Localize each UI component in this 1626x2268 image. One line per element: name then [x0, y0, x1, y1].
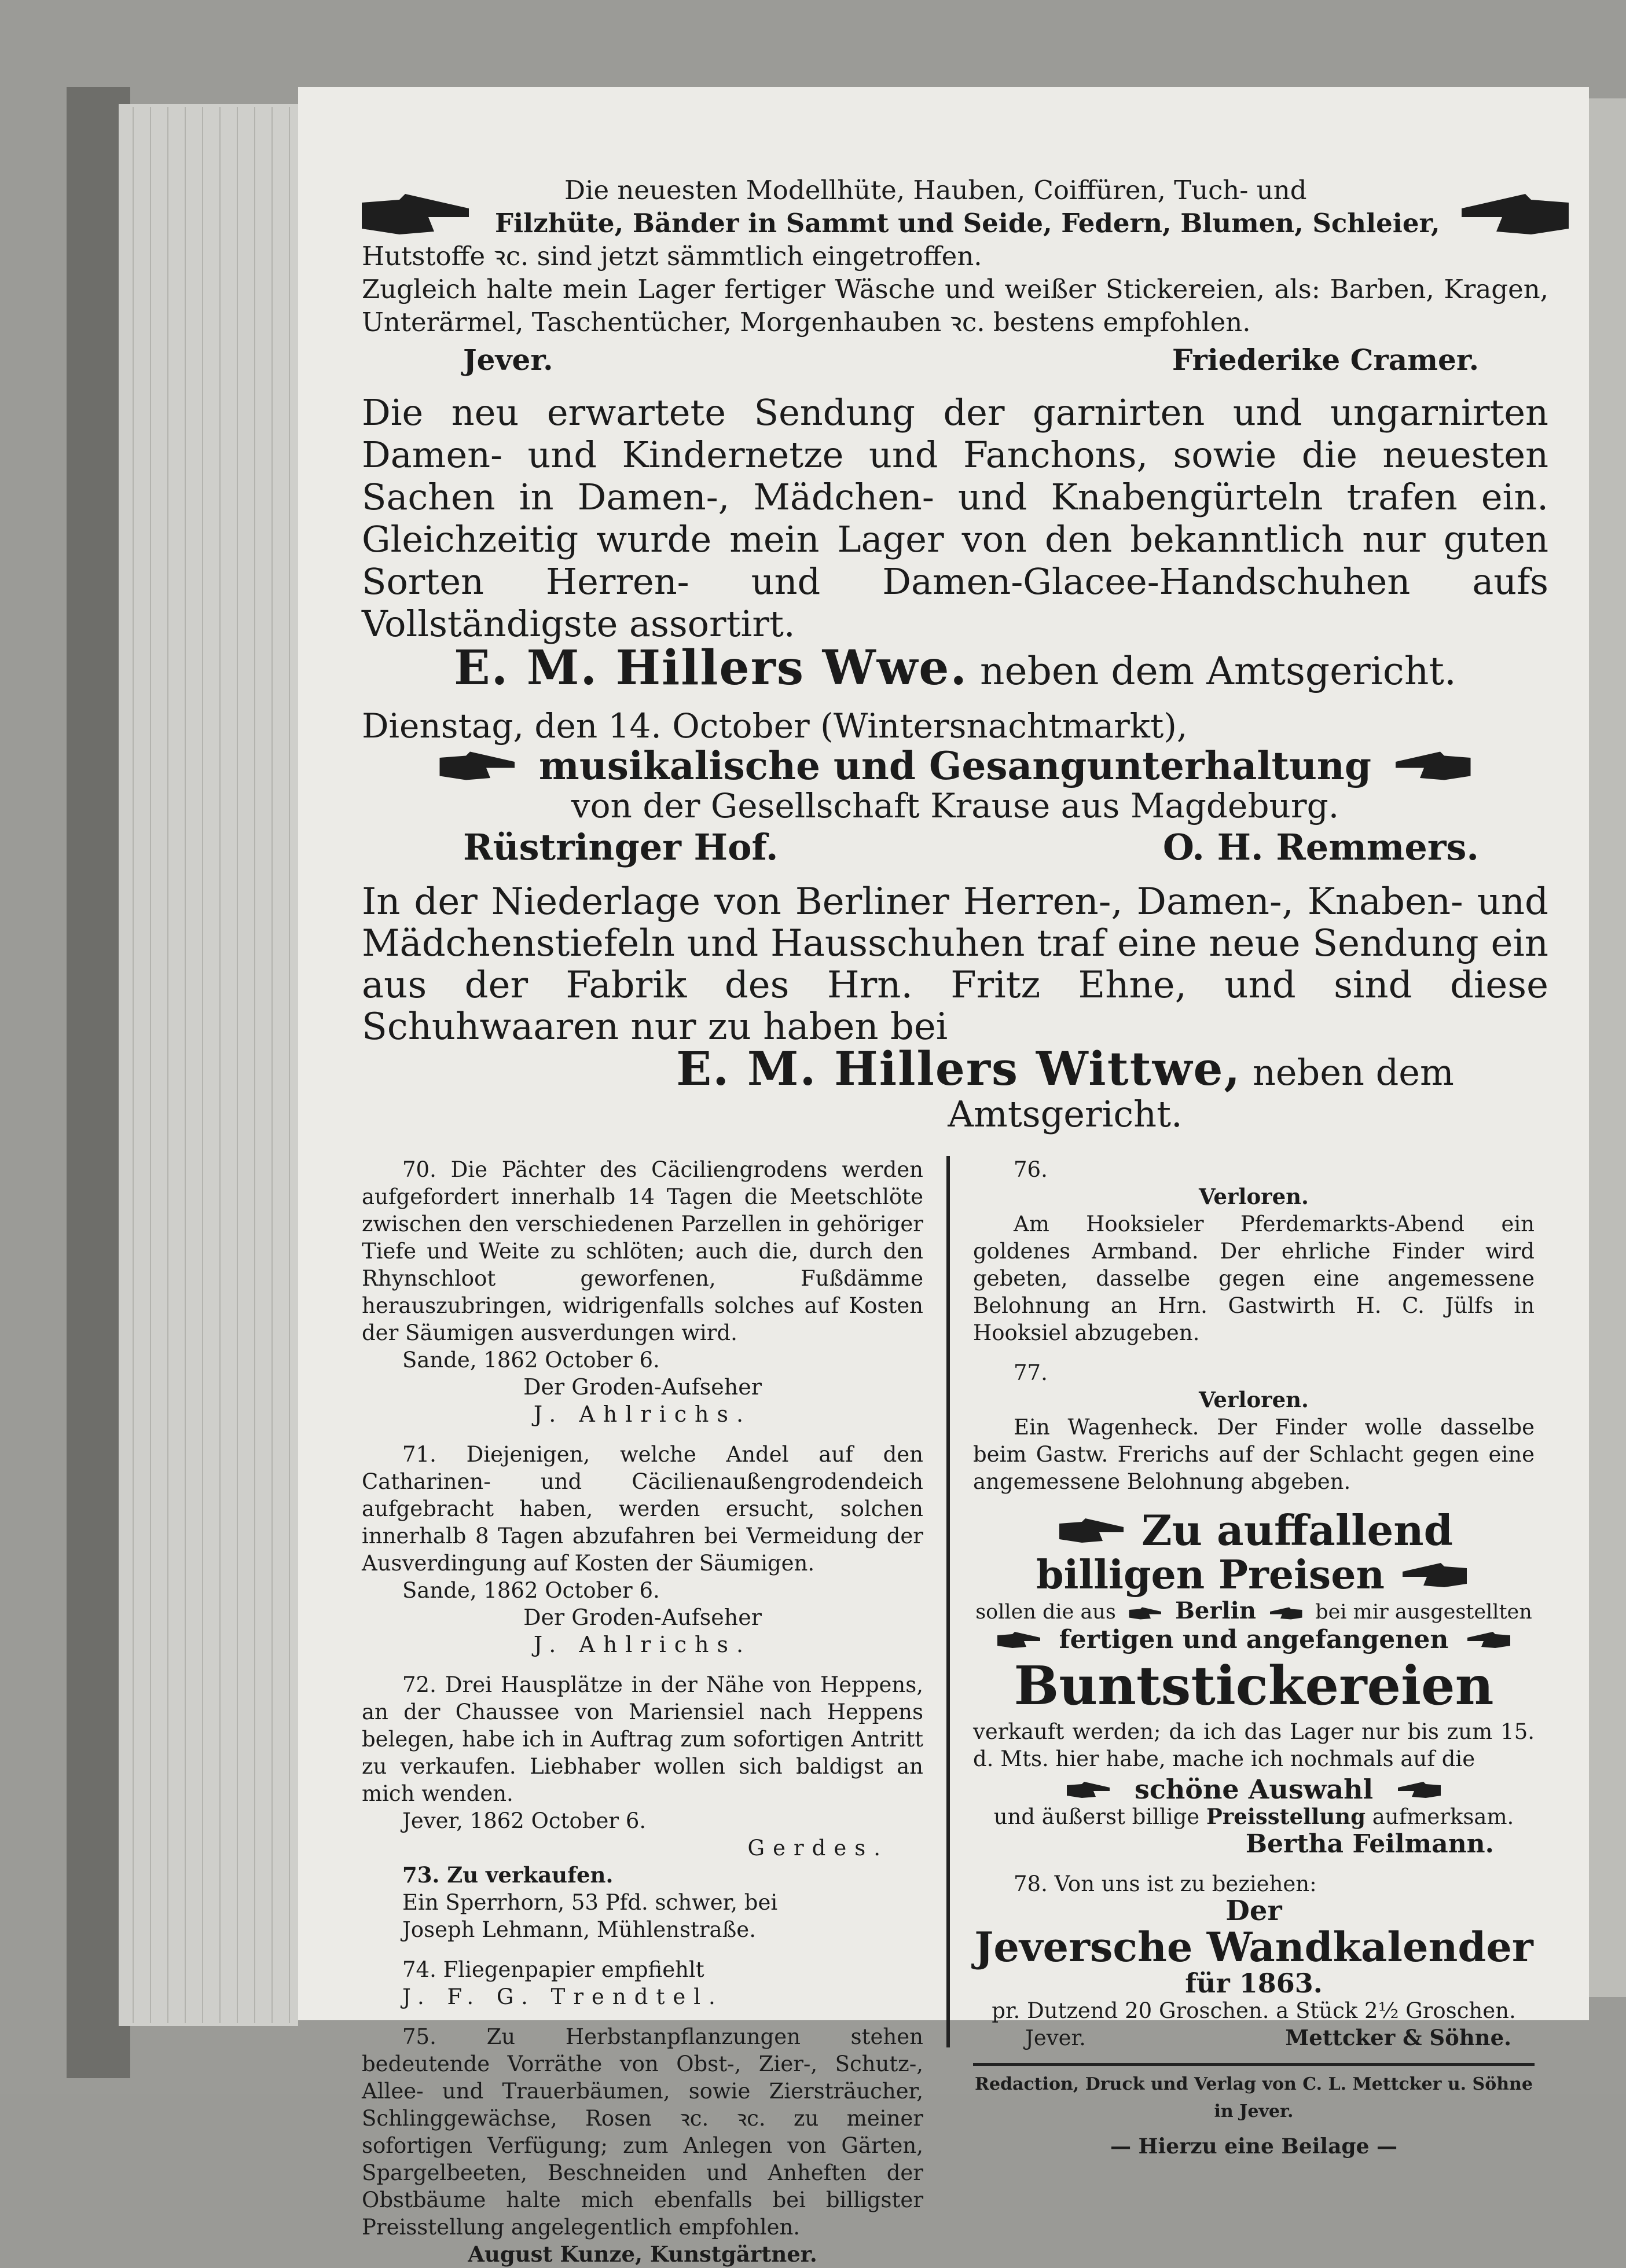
embroidery-ad-signature: Bertha Feilmann.: [1245, 1829, 1494, 1859]
notice-76-number: 76.: [1014, 1157, 1048, 1182]
notice-72: 72. Drei Hausplätze in der Nähe von Heppens, an der Chaussee von Mariensiel nach Heppens belegen, habe ich in Auftrag zum sofortigen Antritt zu verkaufen. Liebhaber wollen sich baldigst an mich wenden.: [362, 1672, 923, 1806]
notice-76-heading: Verloren.: [1199, 1184, 1309, 1209]
notice-77: Ein Wagenheck. Der Finder wolle dasselbe beim Gastw. Frerichs auf der Schlacht gegen eine angemessene Belohnung abgeben.: [973, 1415, 1535, 1494]
calendar-title-1: Der: [1225, 1895, 1282, 1927]
ad3-venue: Rüstringer Hof.: [463, 826, 779, 868]
imprint: Redaction, Druck und Verlag von C. L. Mettcker u. Söhne in Jever.: [975, 2074, 1533, 2122]
calendar-firm: Mettcker & Söhne.: [1285, 2025, 1511, 2050]
ad1-line-1: Die neuesten Modellhüte, Hauben, Coiffüren, Tuch- und: [564, 175, 1307, 205]
left-column: [362, 1156, 923, 2267]
notice-71-name: J. Ahlrichs.: [533, 1632, 752, 1657]
notice-73-name: Joseph Lehmann, Mühlenstraße.: [402, 1917, 756, 1942]
supplement-note: — Hierzu eine Beilage —: [1110, 2134, 1398, 2159]
ad4-text: In der Niederlage von Berliner Herren-, Damen-, Knaben- und Mädchenstiefeln und Hausschuhen traf eine neue Sendung ein aus der Fabrik des Hrn. Fritz Ehne, und sind diese Schuhwaaren nur zu haben bei: [362, 880, 1548, 1048]
notice-73-heading: 73. Zu verkaufen.: [402, 1862, 614, 1888]
notice-77-number: 77.: [1014, 1360, 1048, 1385]
embroidery-ad-line-1: Zu auffallend: [1141, 1506, 1453, 1555]
pointing-hand-right-icon: [359, 185, 475, 243]
embroidery-ad-line-3c: bei mir ausgestellten: [1315, 1601, 1532, 1624]
embroidery-ad-line-3a: sollen die aus: [975, 1601, 1116, 1624]
embroidery-ad-line-6: verkauft werden; da ich das Lager nur bis zum 15. d. Mts. hier habe, mache ich nochmals auf die: [973, 1719, 1535, 1771]
notice-76: Am Hooksieler Pferdemarkts-Abend ein goldenes Armband. Der ehrliche Finder wird gebeten, dasselbe gegen eine angemessene Belohnung an Hrn. Gastwirth H. C. Jülfs in Hooksiel abzugeben.: [973, 1212, 1535, 1345]
column-divider: [946, 1156, 950, 2047]
notice-70-date: Sande, 1862 October 6.: [402, 1348, 660, 1372]
pointing-hand-left-icon: [1389, 746, 1475, 786]
hillers-netting-advertisement: [362, 391, 1548, 696]
notice-columns: [362, 1156, 1548, 2267]
notice-71: 71. Diejenigen, welche Andel auf den Catharinen- und Cäcilienaußengrodendeich aufgebracht haben, werden ersucht, solchen innerhalb 8 Tagen abzufahren bei Vermeidung der Ausverdingung auf Kosten der Säumigen.: [362, 1442, 923, 1576]
newspaper-page: [298, 87, 1589, 2267]
ad2-firm-suffix: neben dem Amtsgericht.: [980, 649, 1456, 693]
notice-72-date: Jever, 1862 October 6.: [402, 1808, 647, 1833]
pointing-hand-left-icon: [1262, 1605, 1309, 1622]
right-column: [973, 1156, 1535, 2159]
ad2-text: Die neu erwartete Sendung der garnirten und ungarnirten Damen- und Kindernetze und Fanchons, sowie die neuesten Sachen in Damen-, Mädchen- und Knabengürteln trafen ein. Gleichzeitig wurde mein Lager von den bekanntlich nur guten Sorten Herren- und Damen-Glacee-Handschuhen aufs Vollständigste assortirt.: [362, 391, 1548, 645]
ad1-place: Jever.: [463, 343, 553, 377]
notice-78: 78. Von uns ist zu beziehen:: [1014, 1871, 1317, 1896]
embroidery-ad-line-7: schöne Auswahl: [1134, 1774, 1374, 1805]
calendar-price: pr. Dutzend 20 Groschen. a Stück 2½ Groschen.: [992, 1998, 1516, 2023]
pointing-hand-right-icon: [435, 746, 522, 786]
ad3-host: O. H. Remmers.: [1162, 826, 1479, 868]
embroidery-ad-line-2: billigen Preisen: [1036, 1552, 1385, 1598]
ad1-line-2: Filzhüte, Bänder in Sammt und Seide, Federn, Blumen, Schleier,: [495, 208, 1440, 238]
notice-70-office: Der Groden-Aufseher: [523, 1374, 762, 1400]
imprint-rule: [973, 2063, 1535, 2066]
notice-77-heading: Verloren.: [1199, 1387, 1309, 1412]
page-stack-edge: [119, 104, 298, 2026]
notice-74: 74. Fliegenpapier empfiehlt: [402, 1957, 704, 1982]
notice-75: 75. Zu Herbstanpflanzungen stehen bedeutende Vorräthe von Obst-, Zier-, Schutz-, Allee- und Trauerbäumen, sowie Ziersträucher, Schlinggewächse, Rosen ꝛc. ꝛc. zu meiner sofortigen Verfügung; zum Anlegen von Gärten, Spargelbeeten, Beschneiden und Anheften der Obstbäume halte mich ebenfalls bei billigster Preisstellung angelegentlich empfohlen.: [362, 2024, 923, 2240]
ad2-firm: E. M. Hillers Wwe.: [454, 640, 968, 696]
notice-70: 70. Die Pächter des Cäciliengrodens werden aufgefordert innerhalb 14 Tagen die Meetschlöte zwischen den verschiedenen Parzellen in gehöriger Tiefe und Weite zu schlöten; auch die, durch den Rhynschloot geworfenen, Fußdämme herauszubringen, widrigenfalls solches auf Kosten der Säumigen ausverdungen wird.: [362, 1157, 923, 1345]
milliner-advertisement: [362, 174, 1548, 376]
embroidery-ad-line-4: fertigen und angefangenen: [1059, 1625, 1449, 1654]
concert-advertisement: [362, 706, 1548, 867]
pointing-hand-left-icon: [1387, 1778, 1451, 1801]
pointing-hand-right-icon: [1057, 1778, 1121, 1801]
pointing-hand-left-icon: [1456, 1628, 1520, 1652]
ad3-subtitle: von der Gesellschaft Krause aus Magdeburg.: [571, 786, 1339, 825]
pointing-hand-right-icon: [1122, 1605, 1169, 1622]
calendar-title-2: Jeversche Wandkalender: [974, 1923, 1533, 1971]
calendar-place: Jever.: [1025, 2025, 1086, 2050]
embroidery-ad-line-8b: Preisstellung: [1206, 1804, 1366, 1829]
notice-71-office: Der Groden-Aufseher: [523, 1605, 762, 1630]
embroidery-ad-line-5: Buntstickereien: [1014, 1654, 1494, 1717]
ad1-line-3: Hutstoffe ꝛc. sind jetzt sämmtlich eingetroffen.: [362, 241, 982, 271]
ad4-firm-suffix: neben dem Amtsgericht.: [948, 1051, 1454, 1135]
pointing-hand-left-icon: [1456, 185, 1572, 243]
embroidery-ad-line-8c: aufmerksam.: [1372, 1804, 1514, 1829]
ad4-firm: E. M. Hillers Wittwe,: [676, 1041, 1242, 1096]
notice-74-name: J. F. G. Trendtel.: [402, 1984, 724, 2009]
notice-71-date: Sande, 1862 October 6.: [402, 1578, 660, 1603]
pointing-hand-left-icon: [1396, 1558, 1471, 1592]
shoe-advertisement: [362, 881, 1548, 1135]
facing-page-edge: [1589, 98, 1626, 1997]
ad3-title: musikalische und Gesangunterhaltung: [538, 743, 1372, 788]
ad1-signature: Friederike Cramer.: [1172, 343, 1479, 377]
pointing-hand-right-icon: [988, 1628, 1051, 1652]
embroidery-ad-line-3b: Berlin: [1175, 1597, 1256, 1624]
ad3-date: Dienstag, den 14. October (Wintersnachtmarkt),: [362, 706, 1188, 746]
embroidery-ad-line-8a: und äußerst billige: [993, 1804, 1200, 1829]
notice-75-name: August Kunze, Kunstgärtner.: [468, 2241, 817, 2267]
ad1-line-4: Zugleich halte mein Lager fertiger Wäsche und weißer Stickereien, als: Barben, Kragen, Unterärmel, Taschentücher, Morgenhauben ꝛc. bestens empfohlen.: [362, 274, 1548, 337]
pointing-hand-right-icon: [1055, 1513, 1130, 1548]
calendar-title-3: für 1863.: [1185, 1968, 1323, 1999]
notice-72-name: Gerdes.: [747, 1836, 889, 1860]
notice-70-name: J. Ahlrichs.: [533, 1401, 752, 1427]
notice-73-line: Ein Sperrhorn, 53 Pfd. schwer, bei: [402, 1890, 778, 1915]
